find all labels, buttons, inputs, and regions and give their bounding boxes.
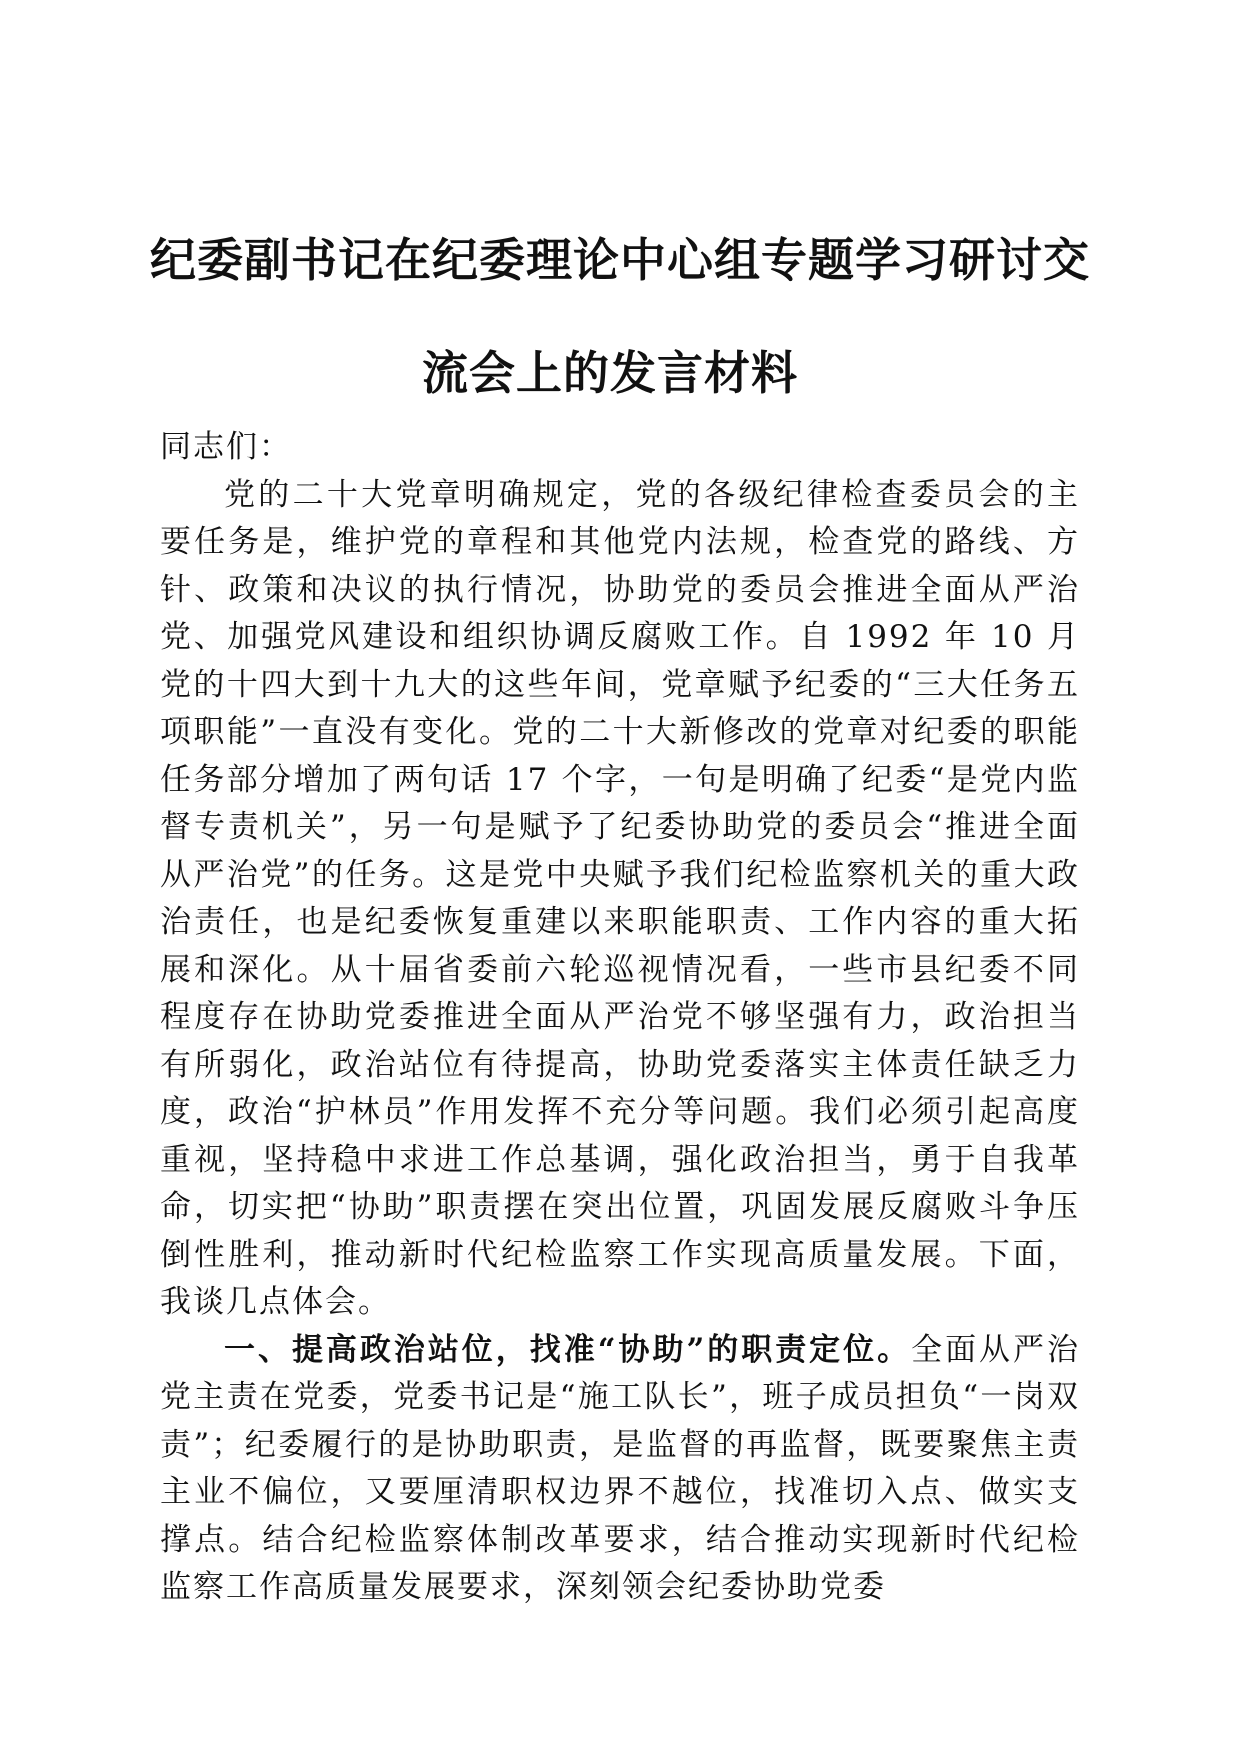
paragraph-intro: 党的二十大党章明确规定，党的各级纪律检查委员会的主要任务是，维护党的章程和其他党内法规，检查党的路线、方针、政策和决议的执行情况，协助党的委员会推进全面从严治党、加强党风建设和组织协调反腐败工作。自 1992 年 10 月党的十四大到十九大的这些年间，党章赋予纪委的“三大任务五项职能”一直没有变化。党的二十大新修改的党章对纪委的职能任务部分增加了两句话 17 个字，一句是明确了纪委“是党内监督专责机关”，另一句是赋予了纪委协助党的委员会“推进全面从严治党”的任务。这是党中央赋予我们纪检监察机关的重大政治责任，也是纪委恢复重建以来职能职责、工作内容的重大拓展和深化。从十届省委前六轮巡视情况看，一些市县纪委不同程度存在协助党委推进全面从严治党不够坚强有力，政治担当有所弱化，政治站位有待提高，协助党委落实主体责任缺乏力度，政治“护林员”作用发挥不充分等问题。我们必须引起高度重视，坚持稳中求进工作总基调，强化政治担当，勇于自我革命，切实把“协助”职责摆在突出位置，巩固发展反腐败斗争压倒性胜利，推动新时代纪检监察工作实现高质量发展。下面，我谈几点体会。 (160, 476, 1080, 1320)
salutation: 同志们： (160, 429, 292, 465)
paragraph-section-1 (160, 1327, 1080, 1612)
section-1-heading: 一、提高政治站位，找准“协助”的职责定位。 (224, 1331, 912, 1368)
document-body (160, 424, 1080, 1612)
section-1-text: 全面从严治党主责在党委，党委书记是“施工队长”，班子成员担负“一岗双责”；纪委履行的是协助职责，是监督的再监督，既要聚焦主责主业不偏位，又要厘清职权边界不越位，找准切入点、做实支撑点。结合纪检监察体制改革要求，结合推动实现新时代纪检监察工作高质量发展要求，深刻领会纪委协助党委 (160, 1331, 1081, 1605)
document-title-line-2: 流会上的发言材料 (422, 346, 798, 400)
document-title-line-1: 纪委副书记在纪委理论中心组专题学习研讨交 (150, 233, 1090, 287)
